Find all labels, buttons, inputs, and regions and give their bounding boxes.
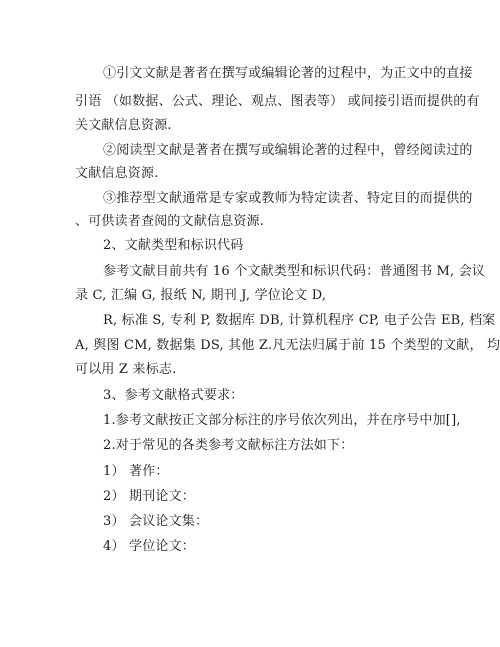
paragraph-line: 参考文献目前共有 16 个文献类型和标识代码：普通图书 M, 会议 [103, 264, 486, 279]
paragraph-line: ③推荐型文献通常是专家或教师为特定读者、特定目的而提供的 [103, 191, 473, 206]
list-item: 4） 学位论文： [103, 539, 196, 554]
paragraph-line: A, 舆图 CM, 数据集 DS, 其他 Z.凡无法归属于前 15 个类型的文献， 均 [75, 338, 500, 353]
paragraph-line: 录 C, 汇编 G, 报纸 N, 期刊 J, 学位论文 D, [75, 288, 327, 303]
list-item: 2） 期刊论文： [103, 489, 196, 504]
paragraph-line: 1.参考文献按正文部分标注的序号依次列出，并在序号中加[], [103, 413, 461, 428]
paragraph-line: 引语 （如数据、公式、理论、观点、图表等） 或间接引语而提供的有 [75, 94, 480, 109]
list-item: 3） 会议论文集： [103, 514, 209, 529]
paragraph-line: 文献信息资源. [75, 166, 159, 181]
paragraph-line: ②阅读型文献是著者在撰写或编辑论著的过程中，曾经阅读过的 [103, 143, 473, 158]
section-heading: 3、参考文献格式要求： [103, 388, 244, 403]
paragraph-line: ①引文文献是著者在撰写或编辑论著的过程中，为正文中的直接 [103, 66, 473, 81]
paragraph-line: R, 标准 S, 专利 P, 数据库 DB, 计算机程序 CP, 电子公告 EB, 档案 [103, 313, 496, 328]
paragraph-line: 2.对于常见的各类参考文献标注方法如下： [103, 438, 354, 453]
list-item: 1） 著作： [103, 464, 169, 479]
paragraph-line: 、可供读者查阅的文献信息资源. [75, 214, 265, 229]
section-heading: 2、文献类型和标识代码 [103, 238, 244, 253]
paragraph-line: 关文献信息资源. [75, 118, 172, 133]
paragraph-line: 可以用 Z 来标志. [75, 362, 177, 377]
